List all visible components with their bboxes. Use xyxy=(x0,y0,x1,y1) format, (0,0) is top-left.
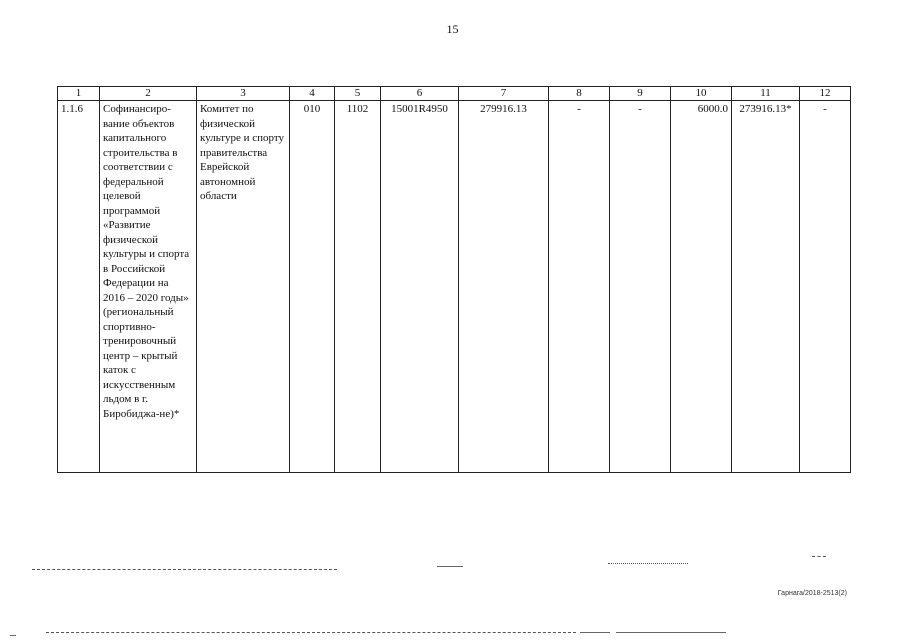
document-footer-code: Гарнага/2018-2513(2) xyxy=(777,590,847,597)
cell-item-number: 1.1.6 xyxy=(58,101,100,473)
cell-responsible-executor: Комитет по физической культуре и спорту правительства Еврейской автономной области xyxy=(197,101,290,473)
column-header-6: 6 xyxy=(381,87,459,101)
column-header-9: 9 xyxy=(610,87,671,101)
cell-code-6: 15001R4950 xyxy=(381,101,459,473)
scan-artifact-line xyxy=(10,635,16,636)
cell-value-8: - xyxy=(549,101,610,473)
scan-artifact-line xyxy=(437,566,463,567)
column-header-3: 3 xyxy=(197,87,290,101)
column-header-4: 4 xyxy=(290,87,335,101)
column-header-1: 1 xyxy=(58,87,100,101)
budget-table xyxy=(57,86,851,473)
scan-artifact-line xyxy=(46,632,576,633)
column-header-12: 12 xyxy=(800,87,851,101)
cell-measure-name: Софинансиро-вание объектов капитального строительства в соответствии с федеральной целевой программой «Развитие физической культуры и спорта в Российской Федерации на 2016 – 2020 годы» (региональный спортивно-тренировочный центр – крытый каток с искусственным льдом в г. Биробиджа-не)* xyxy=(100,101,197,473)
column-header-7: 7 xyxy=(459,87,549,101)
scan-artifact-line xyxy=(580,632,610,633)
table-row xyxy=(58,101,851,473)
column-header-5: 5 xyxy=(335,87,381,101)
column-header-8: 8 xyxy=(549,87,610,101)
column-header-10: 10 xyxy=(671,87,732,101)
header-row xyxy=(58,87,851,101)
scan-artifact-line xyxy=(32,569,337,570)
scan-artifact-line xyxy=(616,632,726,633)
cell-code-4: 010 xyxy=(290,101,335,473)
column-header-2: 2 xyxy=(100,87,197,101)
column-header-11: 11 xyxy=(732,87,800,101)
scan-artifact-line xyxy=(608,563,688,564)
page-number: 15 xyxy=(446,22,459,36)
cell-value-10: 6000.0 xyxy=(671,101,732,473)
cell-value-11: 273916.13* xyxy=(732,101,800,473)
cell-code-5: 1102 xyxy=(335,101,381,473)
scan-artifact-line xyxy=(812,556,826,557)
cell-total-amount: 279916.13 xyxy=(459,101,549,473)
cell-value-12: - xyxy=(800,101,851,473)
cell-value-9: - xyxy=(610,101,671,473)
